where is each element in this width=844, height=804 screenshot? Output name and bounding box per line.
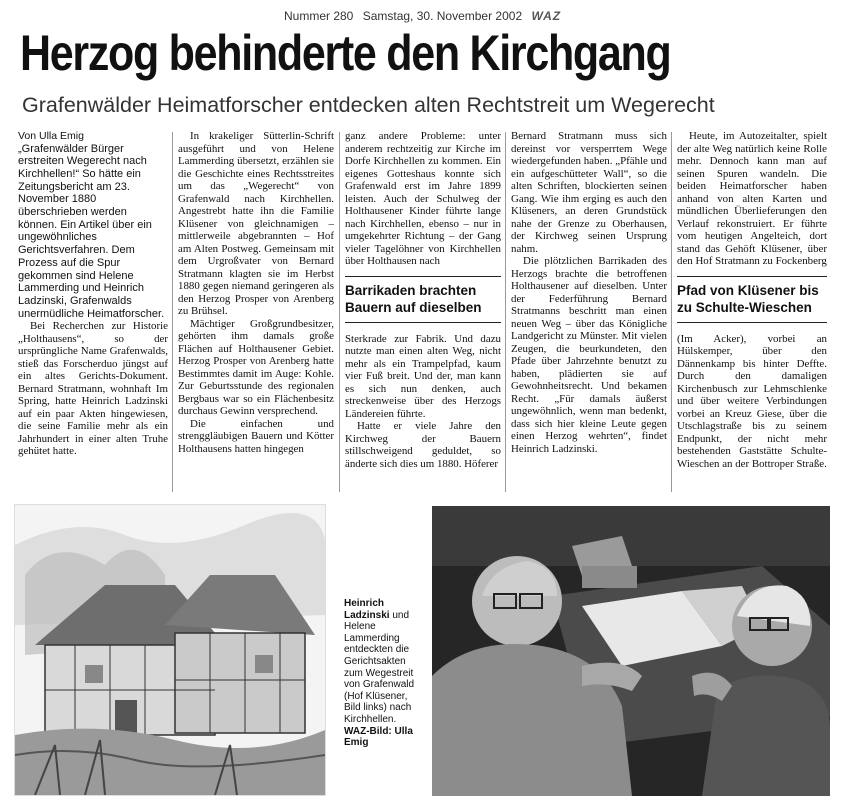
article-paragraph: Sterkrade zur Fabrik. Und dazu nutzte man einen alten Weg, nicht mehr als ein Trampelpfad, kaum vier Fuß breit. Und der, man kann es sich nun denken, auch streckenweise über des Herzogs Ländereien führte. bbox=[345, 332, 501, 420]
article-paragraph: Hatte er viele Jahre den Kirchweg der Bauern stillschweigend geduldet, so änderte sich dies um 1880. Höferer bbox=[345, 420, 501, 470]
article-paragraph: ganz andere Probleme: unter anderem rechtzeitig zur Kirche im Dorfe Kirchhellen zu kommen. Ein eigenes Gotteshaus konnte sich Grafenwald erst im Jahre 1899 leisten. Auch der Schulweg der Holthausener Kinder führte lange nach Kirchhellen, ebenso – nur in umgekehrter Richtung – der Gang vieler Tagelöhner von Kirchhellen über Holthausen nach bbox=[345, 130, 501, 267]
photo-credit: WAZ-Bild: Ulla Emig bbox=[344, 725, 413, 749]
section-subheadline: Barrikaden brachten Bauern auf dieselben bbox=[345, 276, 501, 323]
farmhouse-photo bbox=[14, 504, 326, 796]
byline: Von Ulla Emig bbox=[18, 130, 84, 142]
article-paragraph: (Im Acker), vorbei an Hülskemper, über den Dännenkamp bis hinter Deffte. Durch den damaligen Kirchenbusch zur Lehmschlenke und über weitere Verbindungen vorbei an Kreuz Giese, über die Utschlagstraße bis zu seinem Endpunkt, der nicht mehr bestehenden Gaststätte Schulte-Wieschen an der Bottroper Straße. bbox=[677, 332, 827, 470]
article-paragraph: Die einfachen und strenggläubigen Bauern und Kötter Holthausens hatten hingegen bbox=[178, 417, 334, 455]
article-paragraph: Mächtiger Großgrundbesitzer, gehörten ihm damals große Flächen auf Holthausener Gebiet. Herzog Prosper von Arenberg hatte Bestimmtes damit im Auge: Kohle. Zur Geburtsstunde des regionalen Bergbaus war so ein Flächenbesitz durchaus Gewinn versprechend. bbox=[178, 317, 334, 417]
section-subheadline: Pfad von Klüsener bis zu Schulte-Wieschen bbox=[677, 276, 827, 323]
article-paragraph: In krakeliger Sütterlin-Schrift ausgeführt und von Helene Lammerding übersetzt, erzählen sie die Geschichte eines Rechtsstreites um das „Wegerecht“ von Grafenwald nach Kirchhellen. Angestrebt hatte ihn die Familie Klüsener von gleichnamigen – mittlerweile abgebrannten – Hof am Alten Postweg. Gemeinsam mit dem Urgroßvater von Bernard Stratmann klagten sie im Herbst 1880 gegen niemand geringeren als den Herzog Prosper von Arenberg zu Brühsel. bbox=[178, 130, 334, 317]
article-column-4 bbox=[511, 130, 667, 500]
issue-number: Nummer 280 bbox=[284, 9, 354, 23]
article-column-1 bbox=[18, 130, 168, 500]
article-lead: „Grafenwälder Bürger erstreiten Wegerecht nach Kirchhellen!“ So hätte ein Zeitungsbericht am 23. November 1880 überschrieben werden können. Ein Artikel über ein ungewöhnliches Gerichtsverfahren. Dem Prozess auf die Spur gekommen sind Helene Lammerding und Heinrich Ladzinski, Grafenwalds unermüdliche Heimatforscher. bbox=[18, 142, 165, 320]
article-subheadline: Grafenwälder Heimatforscher entdecken alten Rechtstreit um Wegerecht bbox=[22, 93, 715, 117]
article-column-5 bbox=[677, 130, 827, 500]
photo-caption bbox=[344, 598, 420, 749]
researchers-photo bbox=[432, 506, 830, 796]
article-paragraph: Bernard Stratmann muss sich dereinst vor versperrtem Wege wiedergefunden haben. „Pfähle und ein aufgeschütteter Wall“, so die alten Schriften, blockierten seinen Gang. Wie ihm erging es auch den Klüseners, an deren Grundstück nahe der Grenze zu Oberhausen, der Kirchweg seinen Ursprung nahm. bbox=[511, 130, 667, 255]
researchers-illustration bbox=[432, 506, 830, 796]
issue-date: Samstag, 30. November 2002 bbox=[362, 9, 523, 23]
caption-names: Heinrich Ladzinski bbox=[344, 598, 390, 621]
farmhouse-illustration bbox=[15, 505, 325, 795]
caption-text: und Helene Lammerding entdeckten die Gerichtsakten zum Wegestreit von Grafenwald (Hof Klüsener, Bild links) nach Kirchhellen. bbox=[344, 609, 415, 725]
article-column-2 bbox=[178, 130, 334, 500]
column-rule bbox=[172, 132, 173, 492]
newspaper-logo: WAZ bbox=[531, 9, 562, 23]
column-rule bbox=[505, 132, 506, 492]
column-rule bbox=[339, 132, 340, 492]
masthead bbox=[284, 9, 644, 25]
article-headline: Herzog behinderte den Kirchgang bbox=[20, 25, 671, 81]
article-column-3 bbox=[345, 130, 501, 500]
article-paragraph: Bei Recherchen zur Historie „Holthausens“, so der ursprüngliche Name Grafenwalds, stieß das Forscherduo jüngst auf ein altes Gerichts-Dokument. Bernard Stratmann, wohnhaft Im Spring, hatte Heinrich Ladzinski auf ein paar Akten hingewiesen, die seine Familie mehr als ein Jahrhundert in einer alten Truhe gehütet hatte. bbox=[18, 320, 168, 458]
article-paragraph: Die plötzlichen Barrikaden des Herzogs brachte die betroffenen Holthausener auf dieselben. Unter der Federführung Bernard Stratmanns beschritt man einen neuen Weg – über das Königliche Landgericht zu Münster. Mit vielen Zeugen, die beurkundeten, den Pfade über Jahrzehnte benutzt zu haben, plädierten sie auf Gewohnheitsrecht. Und bekamen Recht. „Für damals äußerst ungewöhnlich, wenn man bedenkt, dass sich hier kleine Leute gegen einen Herzog wehrten“, findet Heinrich Ladzinski. bbox=[511, 255, 667, 455]
column-rule bbox=[671, 132, 672, 492]
article-paragraph: Heute, im Autozeitalter, spielt der alte Weg natürlich keine Rolle mehr. Dennoch kann man auf seinen Spuren wandeln. Die beiden Heimatforscher haben anhand von alten Karten und mündlichen Überlieferungen den Verlauf rekonstruiert. Er führte vom heutigen Angelteich, dort stand das Gehöft Klüsener, über den Hof Stratmann zu Fockenberg bbox=[677, 130, 827, 267]
